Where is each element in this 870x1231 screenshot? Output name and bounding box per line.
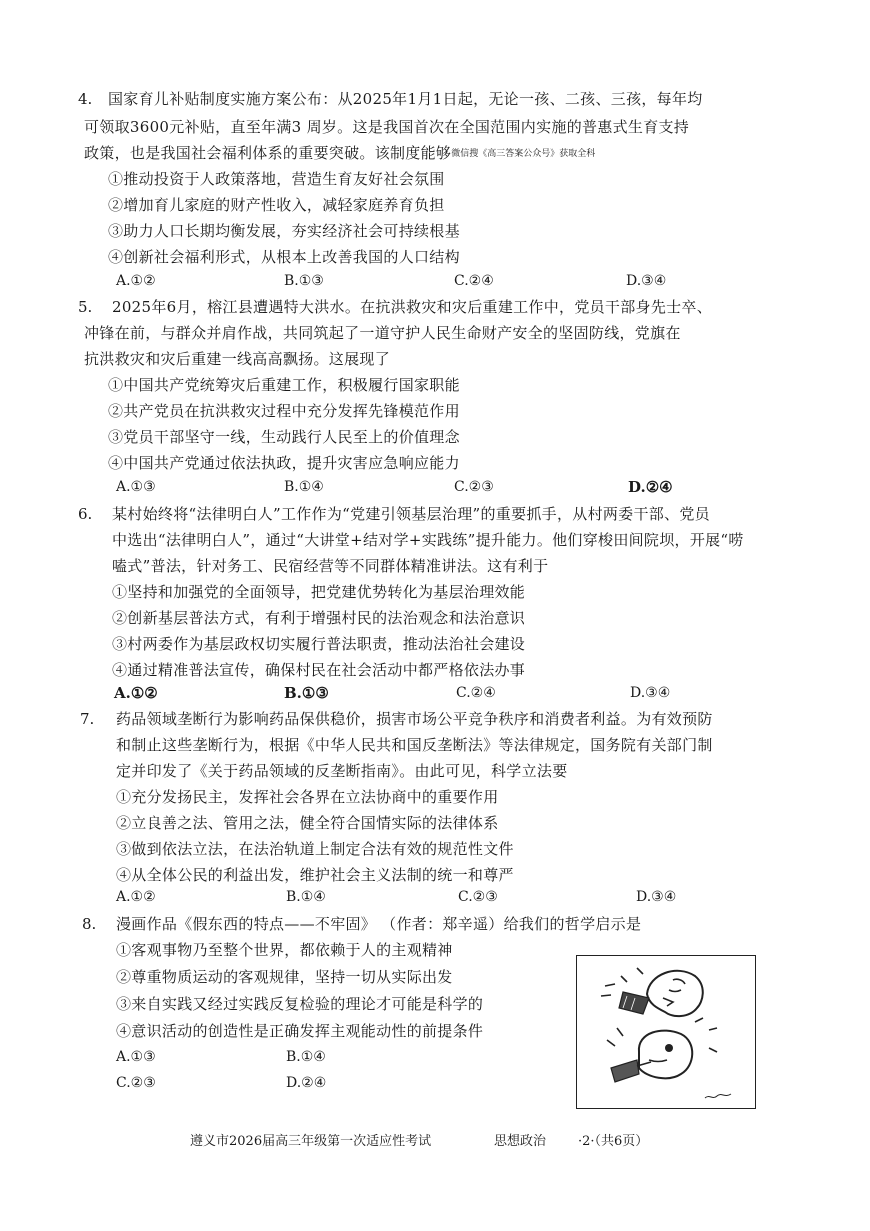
question-stem-line — [84, 140, 595, 167]
answer-choice-c[interactable]: C.②④ — [454, 273, 494, 289]
option-statement: ③做到依法立法，在法治轨道上制定合法有效的规范性文件 — [116, 840, 514, 858]
option-statement: ③党员干部坚守一线，生动践行人民至上的价值理念 — [108, 428, 460, 446]
exam-title: 遵义市2026届高三年级第一次适应性考试 — [190, 1134, 432, 1149]
option-statement: ③村两委作为基层政权切实履行普法职责，推动法治社会建设 — [112, 635, 526, 653]
answer-choice-b[interactable]: B.①④ — [286, 889, 326, 905]
stem-text: 政策，也是我国社会福利体系的重要突破。该制度能够 — [84, 144, 452, 162]
question-stem-line: 和制止这些垄断行为，根据《中华人民共和国反垄断法》等法律规定，国务院有关部门制 — [116, 736, 713, 754]
answer-choice-c[interactable]: C.②③ — [116, 1075, 156, 1091]
option-statement: ②共产党员在抗洪救灾过程中充分发挥先锋模范作用 — [108, 402, 460, 420]
question-stem-line: 某村始终将“法律明白人”工作作为“党建引领基层治理”的重要抓手，从村两委干部、党员 — [112, 505, 710, 523]
answer-choice-a[interactable]: A.①② — [114, 684, 158, 702]
answer-choice-a[interactable]: A.①③ — [116, 1049, 156, 1065]
option-statement: ④意识活动的创造性是正确发挥主观能动性的前提条件 — [116, 1022, 484, 1040]
answer-choice-a[interactable]: A.①③ — [116, 479, 156, 495]
option-statement: ②增加育儿家庭的财产性收入，减轻家庭养育负担 — [108, 196, 445, 214]
answer-choice-b[interactable]: B.①③ — [284, 273, 324, 289]
answer-choice-c[interactable]: C.②④ — [456, 685, 496, 701]
page-number: ·2·（共6页） — [578, 1134, 649, 1149]
answer-choice-b[interactable]: B.①④ — [284, 479, 324, 495]
option-statement: ③助力人口长期均衡发展，夯实经济社会可持续根基 — [108, 222, 460, 240]
option-statement: ①充分发扬民主，发挥社会各界在立法协商中的重要作用 — [116, 788, 499, 806]
question-stem-line: 漫画作品《假东西的特点——不牢固》 （作者：郑辛遥）给我们的哲学启示是 — [116, 915, 642, 933]
watermark-note: 微信搜《高三答案公众号》获取全科 — [451, 149, 596, 159]
question-stem-line: 冲锋在前，与群众并肩作战，共同筑起了一道守护人民生命财产安全的坚固防线，党旗在 — [84, 324, 681, 342]
question-stem-line: 中选出“法律明白人”，通过“大讲堂+结对学+实践练”提升能力。他们穿梭田间院坝，开展“唠 — [112, 531, 744, 549]
option-statement: ②创新基层普法方式，有利于增强村民的法治观念和法治意识 — [112, 609, 526, 627]
question-stem-line: 可领取3600元补贴，直至年满3 周岁。这是我国首次在全国范围内实施的普惠式生育支持 — [84, 118, 690, 136]
option-statement: ④创新社会福利形式，从根本上改善我国的人口结构 — [108, 248, 460, 266]
question-stem-line: 药品领域垄断行为影响药品保供稳价，损害市场公平竞争秩序和消费者利益。为有效预防 — [116, 710, 713, 728]
answer-choice-b[interactable]: B.①③ — [284, 684, 329, 702]
answer-choice-a[interactable]: A.①② — [116, 889, 156, 905]
subject-name: 思想政治 — [494, 1134, 547, 1149]
option-statement: ④从全体公民的利益出发，维护社会主义法制的统一和尊严 — [116, 866, 514, 884]
answer-choice-d[interactable]: D.②④ — [628, 478, 673, 496]
question-stem-line: 国家育儿补贴制度实施方案公布：从2025年1月1日起，无论一孩、二孩、三孩，每年均 — [108, 90, 703, 108]
answer-choice-d[interactable]: D.③④ — [626, 273, 667, 289]
question-stem-line: 嗑式”普法，针对务工、民宿经营等不同群体精准讲法。这有利于 — [112, 557, 549, 575]
option-statement: ①推动投资于人政策落地，营造生育友好社会氛围 — [108, 170, 445, 188]
cartoon-illustration — [576, 955, 756, 1109]
question-number: 4. — [78, 90, 93, 108]
option-statement: ④通过精准普法宣传，确保村民在社会活动中都严格依法办事 — [112, 661, 526, 679]
option-statement: ①坚持和加强党的全面领导，把党建优势转化为基层治理效能 — [112, 583, 526, 601]
question-number: 7. — [80, 710, 95, 728]
answer-choice-d[interactable]: D.③④ — [630, 685, 671, 701]
answer-choice-b[interactable]: B.①④ — [286, 1049, 326, 1065]
question-stem-line: 2025年6月，榕江县遭遇特大洪水。在抗洪救灾和灾后重建工作中，党员干部身先士卒、 — [112, 298, 713, 316]
question-number: 6. — [78, 505, 93, 523]
cartoon-drawing — [577, 956, 755, 1108]
answer-choice-d[interactable]: D.②④ — [286, 1075, 327, 1091]
option-statement: ①客观事物乃至整个世界，都依赖于人的主观精神 — [116, 941, 453, 959]
question-number: 8. — [82, 915, 97, 933]
option-statement: ②立良善之法、管用之法，健全符合国情实际的法律体系 — [116, 814, 499, 832]
option-statement: ④中国共产党通过依法执政，提升灾害应急响应能力 — [108, 454, 460, 472]
option-statement: ①中国共产党统筹灾后重建工作，积极履行国家职能 — [108, 376, 460, 394]
answer-choice-d[interactable]: D.③④ — [636, 889, 677, 905]
answer-choice-c[interactable]: C.②③ — [454, 479, 494, 495]
question-stem-line: 定并印发了《关于药品领域的反垄断指南》。由此可见，科学立法要 — [116, 762, 568, 780]
option-statement: ②尊重物质运动的客观规律，坚持一切从实际出发 — [116, 968, 453, 986]
question-stem-line: 抗洪救灾和灾后重建一线高高飘扬。这展现了 — [84, 350, 391, 368]
answer-choice-a[interactable]: A.①② — [116, 273, 156, 289]
question-number: 5. — [78, 298, 93, 316]
option-statement: ③来自实践又经过实践反复检验的理论才可能是科学的 — [116, 995, 484, 1013]
answer-choice-c[interactable]: C.②③ — [458, 889, 498, 905]
